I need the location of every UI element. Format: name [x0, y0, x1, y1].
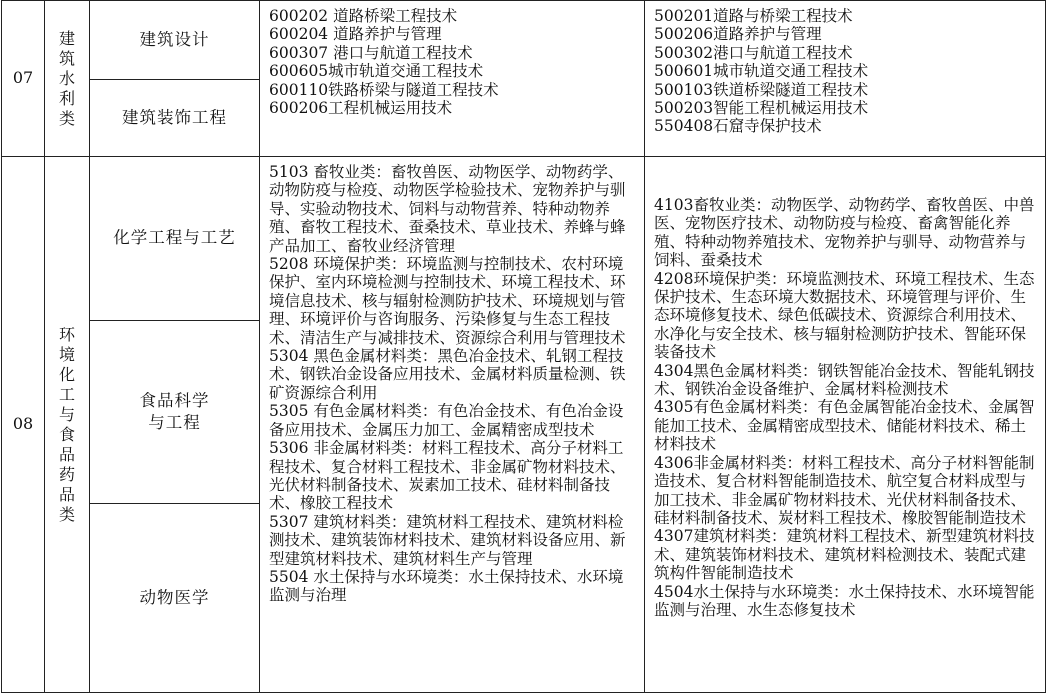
- list-item: 500201道路与桥梁工程技术: [654, 7, 853, 25]
- list-item: 4306非金属材料类：材料工程技术、高分子材料智能制造技术、复合材料智能制造技术、航空复合材料成型与加工技术、非金属矿物材料技术、光伏材料制备技术、硅材料制备技术、炭材料工程技术、橡胶智能制造技术: [654, 453, 1035, 527]
- list-item: 550408石窟寺保护技术: [654, 117, 822, 136]
- category-char: 环: [58, 324, 75, 344]
- table-row-07: [2, 1, 1046, 80]
- new-majors-cell: [645, 157, 1046, 693]
- category-char: 利: [58, 88, 75, 108]
- major-cell: 建筑设计: [90, 1, 260, 80]
- category-char: 品: [58, 444, 75, 464]
- list-item: 5305 有色金属材料类：有色冶金技术、有色冶金设备应用技术、金属压力加工、金属精密成型技术: [269, 402, 624, 439]
- category-char: 类: [58, 108, 75, 128]
- list-item: 4304黑色金属材料类：钢铁智能冶金技术、智能轧钢技术、钢铁冶金设备维护、金属材料检测技术: [654, 361, 1035, 399]
- list-item: 4208环境保护类：环境监测技术、环境工程技术、生态保护技术、生态环境大数据技术、环境管理与评价、生态环境修复技术、绿色低碳技术、资源综合利用技术、水净化与安全技术、核与辐射检测防护技术、智能环保装备技术: [654, 269, 1035, 362]
- list-item: 600110铁路桥梁与隧道工程技术: [269, 80, 499, 99]
- major-cell: 食品科学 与工程: [90, 321, 260, 504]
- list-item: 600307 港口与航道工程技术: [269, 43, 473, 62]
- list-item: 600204 道路养护与管理: [269, 25, 442, 44]
- list-item: 500203智能工程机械运用技术: [654, 99, 869, 118]
- category-char: 筑: [58, 48, 75, 68]
- list-item: 500302港口与航道工程技术: [654, 43, 853, 62]
- list-item: 4504水土保持与水环境类：水土保持技术、水环境智能监测与治理、水生态修复技术: [654, 582, 1035, 619]
- major-cell: 建筑装饰工程: [90, 80, 260, 157]
- list-item: 5304 黑色金属材料类：黑色冶金技术、轧钢工程技术、钢铁冶金设备应用技术、金属材料质量检测、铁矿资源综合利用: [269, 347, 626, 402]
- list-item: 5307 建筑材料类：建筑材料工程技术、建筑材料检测技术、建筑装饰材料技术、建筑材料设备应用、新型建筑材料技术、建筑材料生产与管理: [269, 512, 626, 568]
- list-item: 4305有色金属材料类：有色金属智能冶金技术、金属智能加工技术、金属精密成型技术、储能材料技术、稀土材料技术: [654, 398, 1035, 454]
- category-char: 食: [58, 424, 75, 444]
- category-char: 药: [58, 464, 75, 484]
- row-index: 07: [2, 1, 45, 157]
- category-char: 与: [58, 404, 75, 424]
- category-char: 水: [58, 68, 75, 88]
- list-item: 600206工程机械运用技术: [269, 99, 453, 118]
- list-item: 4307建筑材料类：建筑材料工程技术、新型建筑材料技术、建筑装饰材料技术、建筑材料检测技术、装配式建筑构件智能制造技术: [654, 527, 1035, 583]
- list-item: 5103 畜牧业类：畜牧兽医、动物医学、动物药学、动物防疫与检疫、动物医学检验技术、宠物养护与驯导、实验动物技术、饲料与动物营养、特种动物养殖、畜牧工程技术、蚕桑技术、草业技术、养蜂与蜂产品加工、畜牧业经济管理: [269, 163, 626, 255]
- list-item: 5208 环境保护类：环境监测与控制技术、农村环境保护、室内环境检测与控制技术、环境工程技术、环境信息技术、核与辐射检测防护技术、环境规划与管理、环境评价与咨询服务、污染修复与生态工程技术、清洁生产与减排技术、资源综合利用与管理技术: [269, 255, 626, 347]
- major-cell: 动物医学: [90, 504, 260, 693]
- row-index: 08: [2, 157, 45, 693]
- old-majors-cell: [260, 1, 645, 157]
- category-char: 品: [58, 484, 75, 504]
- category-char: 类: [58, 504, 75, 524]
- list-item: 500103铁道桥梁隧道工程技术: [654, 80, 869, 99]
- category-cell: [45, 157, 90, 693]
- list-item: 5306 非金属材料类：材料工程技术、高分子材料工程技术、复合材料工程技术、非金属矿物材料技术、光伏材料制备技术、炭素加工技术、硅材料制备技术、橡胶工程技术: [269, 439, 626, 513]
- table-row-08: [2, 157, 1046, 321]
- list-item: 600605城市轨道交通工程技术: [269, 62, 484, 81]
- category-char: 化: [58, 364, 75, 384]
- category-char: 境: [58, 344, 75, 364]
- list-item: 4103畜牧业类：动物医学、动物药学、畜牧兽医、中兽医、宠物医疗技术、动物防疫与检疫、畜禽智能化养殖、特种动物养殖技术、宠物养护与驯导、动物营养与饲料、蚕桑技术: [654, 196, 1035, 270]
- list-item: 5504 水土保持与水环境类：水土保持技术、水环境监测与治理: [269, 567, 624, 605]
- category-char: 建: [58, 28, 75, 48]
- list-item: 500601城市轨道交通工程技术: [654, 62, 869, 81]
- list-item: 600202 道路桥梁工程技术: [269, 7, 458, 25]
- category-char: 工: [58, 384, 75, 404]
- list-item: 500206道路养护与管理: [654, 25, 822, 44]
- old-majors-cell: [260, 157, 645, 693]
- major-cell: 化学工程与工艺: [90, 157, 260, 321]
- category-cell: [45, 1, 90, 157]
- new-majors-cell: [645, 1, 1046, 157]
- major-mapping-table: [1, 0, 1046, 693]
